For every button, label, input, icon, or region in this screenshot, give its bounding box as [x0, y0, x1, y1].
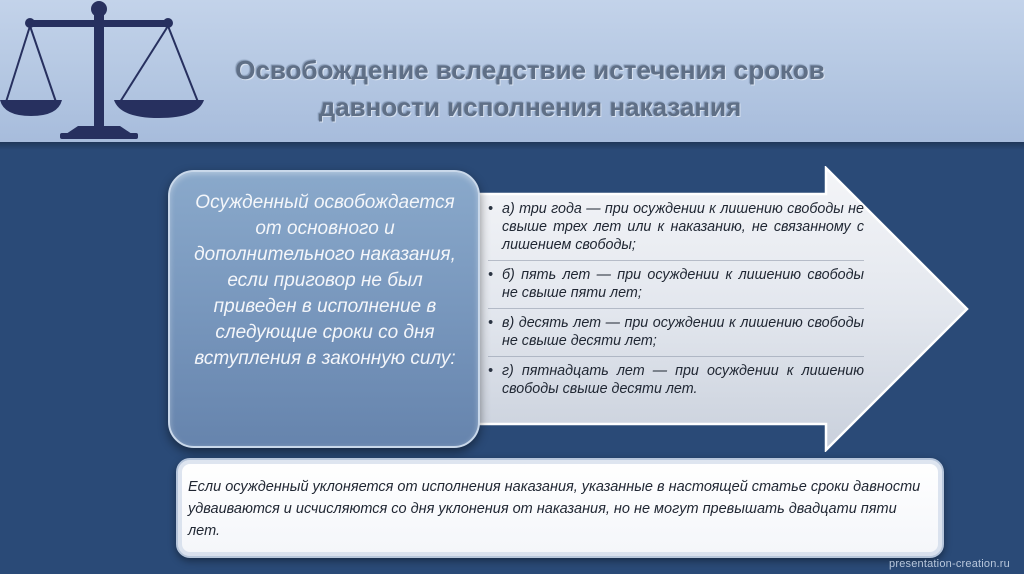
term-item-b: • б) пять лет — при осуждении к лишению свободы не свыше пяти лет;: [488, 266, 864, 309]
watermark: presentation-creation.ru: [889, 558, 1010, 570]
term-item-c: • в) десять лет — при осуждении к лишению свободы не свыше десяти лет;: [488, 314, 864, 357]
slide-title-line-2: давности исполнения наказания: [318, 92, 742, 122]
term-item-d: • г) пятнадцать лет — при осуждении к лишению свободы свыше десяти лет.: [488, 362, 864, 404]
condition-text: Осужденный освобождается от основного и дополнительного наказания, если приговор не был приведен в исполнение в следующие сроки со дня вступления в законную силу:: [194, 192, 456, 369]
term-item-a: • а) три года — при осуждении к лишению свободы не свыше трех лет или к наказанию, не связанному с лишением свободы;: [488, 200, 864, 261]
slide-title-line-1: Освобождение вследствие истечения сроков: [235, 55, 825, 85]
slide-title: [150, 52, 910, 126]
terms-list: [488, 200, 864, 409]
evasion-note-text: Если осужденный уклоняется от исполнения наказания, указанные в настоящей статье сроки давности удваиваются и исчисляются со дня уклонения от наказания, но не могут превышать двадцати пяти лет.: [188, 479, 921, 539]
evasion-note-box: [176, 458, 944, 558]
header-shadow: [0, 142, 1024, 150]
condition-box: [168, 170, 480, 448]
